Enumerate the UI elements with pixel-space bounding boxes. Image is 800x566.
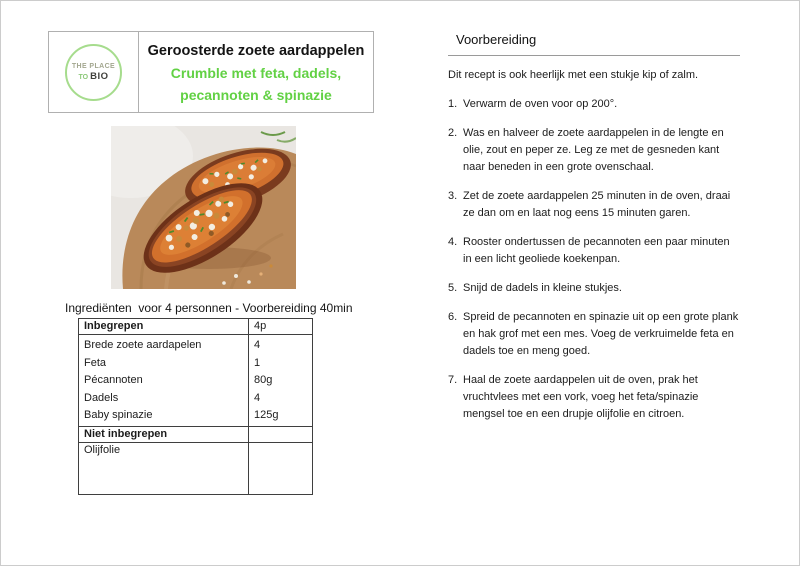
ingredient-qty: 4 <box>254 391 261 404</box>
included-label: Inbegrepen <box>79 319 249 335</box>
step-text: Zet de zoete aardappelen 25 minuten in de oven, draai ze dan om en laat nog eens 15 minuten garen. <box>463 190 731 219</box>
recipe-header <box>48 31 374 113</box>
preparation-step <box>448 372 740 423</box>
step-number: 7. <box>448 374 458 386</box>
table-row-not-included-header <box>79 426 313 442</box>
preparation-intro: Dit recept is ook heerlijk met een stukje kip of zalm. <box>448 69 699 81</box>
preparation-step <box>448 125 740 176</box>
step-number: 6. <box>448 311 458 323</box>
step-number: 2. <box>448 127 458 139</box>
step-number: 5. <box>448 282 458 294</box>
step-number: 4. <box>448 236 458 248</box>
portions-label: 4p <box>249 319 313 335</box>
table-row-included-header <box>79 319 313 335</box>
logo-text-top: THE PLACE <box>71 62 116 70</box>
step-text: Was en halveer de zoete aardappelen in de lengte en olie, zout en peper ze. Leg ze met de gesneden kant naar beneden in een grote ovenschaal. <box>463 127 724 173</box>
ingredient-qty: 1 <box>254 356 261 369</box>
logo-cell <box>49 32 139 112</box>
ingredient-name: Baby spinazie <box>84 409 153 422</box>
not-included-qty-header <box>249 426 313 442</box>
step-text: Spreid de pecannoten en spinazie uit op een grote plank en hak grof met een mes. Voeg de verkruimelde feta en dadels toe en meng goed. <box>463 311 739 357</box>
preparation-heading: Voorbereiding <box>456 32 537 47</box>
ingredient-name: Pécannoten <box>84 374 143 387</box>
preparation-section <box>448 32 740 435</box>
preparation-step <box>448 234 740 268</box>
recipe-title: Geroosterde zoete aardappelen <box>147 43 365 59</box>
ingredients-table <box>78 318 313 495</box>
preparation-steps <box>448 96 740 423</box>
ingredients-heading: Ingrediënten voor 4 personnen - Voorbereiding 40min <box>65 301 353 315</box>
table-row-not-included-items <box>79 442 313 494</box>
logo-text-bio: BIO <box>90 70 109 82</box>
not-included-item-name: Olijfolie <box>79 442 249 494</box>
step-number: 3. <box>448 190 458 202</box>
preparation-step <box>448 96 740 113</box>
table-row-included-items <box>79 335 313 427</box>
step-text: Verwarm de oven voor op 200°. <box>463 98 618 110</box>
ingredient-qty: 125g <box>254 409 279 422</box>
included-item-names <box>79 335 249 427</box>
logo-text-bottom <box>79 71 109 82</box>
recipe-subtitle-line2: pecannoten & spinazie <box>180 87 332 103</box>
not-included-label: Niet inbegrepen <box>79 426 249 442</box>
recipe-photo <box>111 126 296 289</box>
step-text: Snijd de dadels in kleine stukjes. <box>463 282 622 294</box>
ingredient-name: Dadels <box>84 391 119 404</box>
step-number: 1. <box>448 98 458 110</box>
step-text: Haal de zoete aardappelen uit de oven, prak het vruchtvlees met een vork, voeg het feta/spinazie mengsel toe en een drupje olijfolie en citroen. <box>463 374 699 420</box>
included-item-quantities <box>249 335 313 427</box>
step-text: Rooster ondertussen de pecannoten een paar minuten in een licht geoliede koekenpan. <box>463 236 730 265</box>
brand-logo <box>65 44 122 101</box>
recipe-subtitle-line1: Crumble met feta, dadels, <box>170 65 342 81</box>
logo-text-to: TO <box>78 73 89 81</box>
preparation-step <box>448 188 740 222</box>
preparation-step <box>448 280 740 297</box>
not-included-item-qty <box>249 442 313 494</box>
ingredient-name: Brede zoete aardapelen <box>84 339 202 351</box>
preparation-step <box>448 309 740 360</box>
heading-underline <box>448 55 740 56</box>
ingredient-qty: 80g <box>254 374 273 387</box>
ingredient-name: Feta <box>84 356 107 369</box>
title-cell <box>139 32 373 112</box>
ingredient-qty: 4 <box>254 339 261 351</box>
